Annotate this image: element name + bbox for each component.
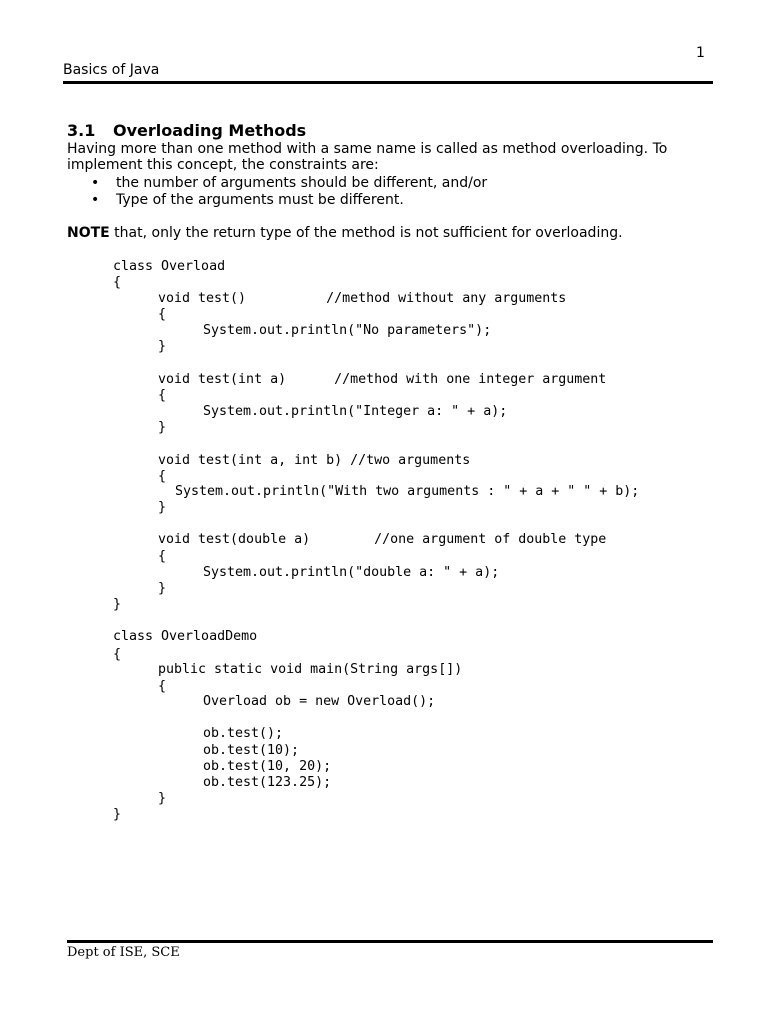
section-heading [67,121,306,140]
code-line: System.out.println("double a: " + a); [203,565,500,580]
bullet-icon: • [91,175,100,191]
code-line: } [158,339,167,354]
note-label: NOTE [67,225,110,241]
code-line: } [158,500,167,515]
code-line: { [158,388,167,403]
code-line: ob.test(); [203,726,284,741]
footer-rule [67,940,713,943]
constraints-list [67,175,487,208]
list-item [67,192,487,209]
code-line: void test() //method without any arguments [158,291,567,306]
list-item-text: Type of the arguments must be different. [116,191,404,208]
list-item-text: the number of arguments should be different, and/or [116,175,488,191]
code-line: System.out.println("Integer a: " + a); [203,404,508,419]
code-line: } [113,597,122,612]
section-number: 3.1 [67,121,96,140]
code-line: void test(double a) //one argument of double type [158,532,607,547]
code-line: void test(int a, int b) //two arguments [158,453,471,468]
code-line: ob.test(123.25); [203,775,332,790]
header-rule [63,81,713,84]
code-line: { [158,469,167,484]
code-line: { [158,307,167,322]
code-line: class Overload [113,259,226,274]
code-line: } [158,420,167,435]
note-text: that, only the return type of the method is not sufficient for overloading. [109,225,623,241]
code-line: { [113,275,122,290]
running-header-title: Basics of Java [63,62,160,78]
footer-text: Dept of ISE, SCE [67,945,180,960]
code-line: public static void main(String args[]) [158,662,463,677]
code-line: System.out.println("No parameters"); [203,323,492,338]
code-line: } [113,807,122,822]
bullet-icon: • [91,191,100,208]
code-line: } [158,791,167,806]
section-title: Overloading Methods [113,121,307,140]
code-line: { [158,549,167,564]
note-paragraph [67,225,623,241]
code-line: } [158,581,167,596]
code-line: { [158,679,167,694]
code-line: Overload ob = new Overload(); [203,694,436,709]
code-line: void test(int a) //method with one integer argument [158,372,607,387]
intro-paragraph: Having more than one method with a same name is called as method overloading. To implement this concept, the constraints are: [67,141,668,173]
code-line: { [113,647,122,662]
list-item [67,175,487,192]
page-number: 1 [696,45,705,61]
code-line: ob.test(10); [203,743,300,758]
code-line: ob.test(10, 20); [203,759,332,774]
code-line: class OverloadDemo [113,629,258,644]
code-line: System.out.println("With two arguments : " + a + " " + b); [175,484,640,499]
